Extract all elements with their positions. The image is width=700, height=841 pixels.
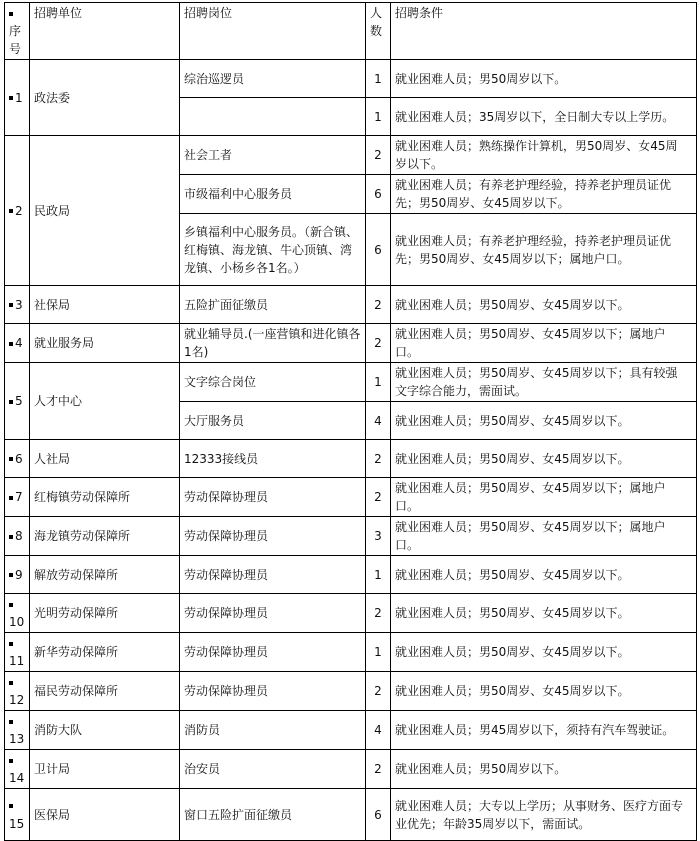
unit-cell [30, 711, 180, 750]
count-cell [366, 286, 391, 324]
requirements-cell [391, 324, 697, 363]
requirements-cell [391, 789, 697, 841]
position-cell [180, 517, 366, 556]
count-cell [366, 711, 391, 750]
list-marker [9, 496, 13, 500]
count-value: 2 [374, 451, 382, 466]
requirements-cell [391, 402, 697, 440]
requirements-text: 就业困难人员；男45周岁以下，须持有汽车驾驶证。 [395, 723, 675, 737]
position-name: 劳动保障协理员 [184, 645, 269, 659]
position-cell [180, 363, 366, 402]
position-name: 综治巡逻员 [184, 71, 245, 86]
table-row [5, 594, 697, 633]
table-row [5, 324, 697, 363]
position-cell [180, 750, 366, 789]
count-cell [366, 98, 391, 136]
row-number [5, 286, 30, 324]
requirements-cell [391, 60, 697, 98]
position-cell [180, 594, 366, 633]
row-number-text: 5 [15, 394, 23, 408]
row-number-text: 9 [15, 567, 23, 582]
count-value: 1 [374, 71, 382, 86]
unit-name: 就业服务局 [34, 336, 95, 350]
table-row [5, 136, 697, 175]
unit-name: 福民劳动保障所 [34, 684, 119, 698]
requirements-text: 就业困难人员；男50周岁、女45周岁以下；具有较强文字综合能力，需面试。 [395, 366, 678, 398]
position-cell [180, 478, 366, 517]
requirements-cell [391, 750, 697, 789]
position-name: 社会工者 [184, 148, 233, 162]
unit-cell [30, 517, 180, 556]
unit-cell [30, 324, 180, 363]
count-value: 2 [374, 148, 382, 162]
table-body [5, 60, 697, 841]
requirements-text: 就业困难人员；男50周岁、女45周岁以下；属地户口。 [395, 520, 666, 552]
requirements-cell [391, 672, 697, 711]
table-row [5, 789, 697, 841]
row-number-text: 8 [15, 529, 23, 543]
unit-name: 卫计局 [34, 762, 71, 776]
header-unit: 招聘单位 [30, 3, 180, 60]
position-cell [180, 789, 366, 841]
position-cell [180, 440, 366, 478]
list-marker [9, 209, 13, 213]
requirements-cell [391, 556, 697, 594]
position-name: 劳动保障协理员 [184, 606, 269, 620]
row-number-text: 7 [15, 490, 23, 504]
position-name: 消防员 [184, 723, 221, 737]
count-value: 4 [374, 723, 382, 737]
header-count: 人数 [366, 3, 391, 60]
row-number-text: 2 [15, 203, 23, 218]
unit-cell [30, 556, 180, 594]
count-value: 2 [374, 336, 382, 350]
table-row [5, 556, 697, 594]
requirements-text: 就业困难人员；有养老护理经验，持养老护理员证优先；男50周岁、女45周岁以下；属地户口。 [395, 233, 672, 266]
count-value: 2 [374, 762, 382, 776]
row-number [5, 60, 30, 136]
requirements-cell [391, 175, 697, 214]
unit-name: 医保局 [34, 807, 71, 822]
position-name: 12333接线员 [184, 451, 259, 466]
requirements-cell [391, 633, 697, 672]
position-name: 文字综合岗位 [184, 375, 257, 389]
row-number-text: 4 [15, 336, 23, 350]
row-number-text: 13 [9, 732, 25, 746]
row-number-text: 12 [9, 693, 25, 707]
position-name: 市级福利中心服务员 [184, 187, 293, 201]
unit-cell [30, 633, 180, 672]
count-cell [366, 136, 391, 175]
list-marker [9, 720, 13, 724]
table-header-row [5, 3, 697, 60]
unit-cell [30, 136, 180, 286]
position-cell [180, 672, 366, 711]
unit-name: 人才中心 [34, 394, 83, 408]
requirements-text: 就业困难人员；男50周岁、女45周岁以下。 [395, 684, 630, 698]
unit-cell [30, 478, 180, 517]
unit-cell [30, 789, 180, 841]
row-number-text: 10 [9, 615, 25, 629]
list-marker [9, 342, 13, 346]
count-value: 2 [374, 297, 382, 312]
count-value: 1 [374, 645, 382, 659]
requirements-text: 就业困难人员；男50周岁、女45周岁以下；属地户口。 [395, 327, 666, 359]
list-marker [9, 96, 13, 100]
list-marker [9, 759, 13, 763]
count-cell [366, 324, 391, 363]
unit-name: 新华劳动保障所 [34, 645, 119, 659]
table-row [5, 60, 697, 98]
row-number [5, 594, 30, 633]
requirements-text: 就业困难人员；大专以上学历；从事财务、医疗方面专业优先；年龄35周岁以下，需面试。 [395, 798, 684, 831]
requirements-text: 就业困难人员；男50周岁、女45周岁以下。 [395, 645, 630, 659]
row-number [5, 517, 30, 556]
count-cell [366, 175, 391, 214]
row-number [5, 324, 30, 363]
list-marker [9, 457, 13, 461]
table-row [5, 478, 697, 517]
count-value: 6 [374, 807, 382, 822]
requirements-text: 就业困难人员；男50周岁、女45周岁以下。 [395, 451, 630, 466]
position-cell [180, 402, 366, 440]
position-name: 窗口五险扩面征缴员 [184, 807, 293, 822]
position-cell [180, 98, 366, 136]
requirements-cell [391, 214, 697, 286]
header-requirements: 招聘条件 [391, 3, 697, 60]
position-name: 大厅服务员 [184, 413, 245, 428]
position-name: 劳动保障协理员 [184, 490, 269, 504]
position-cell [180, 711, 366, 750]
list-marker [9, 303, 13, 307]
row-number-text: 15 [9, 816, 25, 831]
header-position: 招聘岗位 [180, 3, 366, 60]
position-cell [180, 633, 366, 672]
requirements-cell [391, 136, 697, 175]
requirements-text: 就业困难人员；男50周岁、女45周岁以下。 [395, 567, 630, 582]
count-cell [366, 517, 391, 556]
count-value: 2 [374, 606, 382, 620]
count-cell [366, 440, 391, 478]
position-cell [180, 136, 366, 175]
list-marker [9, 642, 13, 646]
row-number-text: 1 [15, 90, 23, 105]
count-cell [366, 633, 391, 672]
table-row [5, 286, 697, 324]
count-cell [366, 478, 391, 517]
position-cell [180, 175, 366, 214]
list-marker [9, 681, 13, 685]
position-name: 就业辅导员.(一座营镇和进化镇各1名) [184, 327, 361, 359]
list-marker [9, 603, 13, 607]
requirements-cell [391, 478, 697, 517]
requirements-text: 就业困难人员；男50周岁、女45周岁以下。 [395, 606, 630, 620]
unit-name: 政法委 [34, 90, 71, 105]
count-value: 1 [374, 567, 382, 582]
requirements-text: 就业困难人员；有养老护理经验，持养老护理员证优先；男50周岁、女45周岁以下。 [395, 178, 672, 210]
unit-name: 解放劳动保障所 [34, 567, 119, 582]
row-number [5, 556, 30, 594]
table-row [5, 633, 697, 672]
requirements-cell [391, 286, 697, 324]
table-row [5, 363, 697, 402]
requirements-text: 就业困难人员；熟练操作计算机，男50周岁、女45周岁以下。 [395, 139, 678, 171]
row-number-text: 6 [15, 451, 23, 466]
header-no: 序号 [5, 3, 30, 60]
row-number [5, 711, 30, 750]
count-cell [366, 214, 391, 286]
position-name: 劳动保障协理员 [184, 529, 269, 543]
position-cell [180, 60, 366, 98]
unit-cell [30, 286, 180, 324]
requirements-text: 就业困难人员；男50周岁、女45周岁以下。 [395, 297, 630, 312]
count-value: 2 [374, 684, 382, 698]
row-number [5, 478, 30, 517]
row-number [5, 440, 30, 478]
count-value: 2 [374, 490, 382, 504]
unit-cell [30, 60, 180, 136]
requirements-cell [391, 711, 697, 750]
row-number [5, 136, 30, 286]
row-number [5, 672, 30, 711]
recruitment-table [4, 2, 697, 841]
list-marker [9, 400, 13, 404]
position-name: 乡镇福利中心服务员。（新合镇、红梅镇、海龙镇、牛心顶镇、湾龙镇、小杨乡各1名。） [184, 224, 359, 275]
count-value: 6 [374, 242, 382, 257]
unit-cell [30, 594, 180, 633]
unit-name: 红梅镇劳动保障所 [34, 490, 131, 504]
list-marker [9, 535, 13, 539]
count-cell [366, 363, 391, 402]
requirements-text: 就业困难人员；男50周岁以下。 [395, 762, 567, 776]
position-name: 五险扩面征缴员 [184, 297, 269, 312]
row-number-text: 14 [9, 771, 25, 785]
requirements-text: 就业困难人员；男50周岁、女45周岁以下；属地户口。 [395, 481, 666, 513]
unit-name: 海龙镇劳动保障所 [34, 529, 131, 543]
requirements-cell [391, 363, 697, 402]
count-cell [366, 750, 391, 789]
unit-name: 民政局 [34, 203, 71, 218]
count-cell [366, 402, 391, 440]
position-name: 劳动保障协理员 [184, 567, 269, 582]
count-value: 3 [374, 529, 382, 543]
row-number-text: 3 [15, 297, 23, 312]
unit-name: 社保局 [34, 297, 71, 312]
list-marker [9, 573, 13, 577]
table-row [5, 440, 697, 478]
count-cell [366, 789, 391, 841]
unit-name: 消防大队 [34, 723, 83, 737]
unit-cell [30, 363, 180, 440]
list-marker [9, 804, 13, 808]
requirements-cell [391, 594, 697, 633]
position-name: 治安员 [184, 762, 221, 776]
count-cell [366, 594, 391, 633]
row-number [5, 633, 30, 672]
position-name: 劳动保障协理员 [184, 684, 269, 698]
requirements-cell [391, 98, 697, 136]
unit-cell [30, 440, 180, 478]
count-cell [366, 556, 391, 594]
table-row [5, 517, 697, 556]
table-row [5, 750, 697, 789]
count-value: 1 [374, 375, 382, 389]
position-cell [180, 556, 366, 594]
requirements-cell [391, 440, 697, 478]
count-cell [366, 60, 391, 98]
row-number [5, 363, 30, 440]
requirements-cell [391, 517, 697, 556]
position-cell [180, 286, 366, 324]
table-row [5, 711, 697, 750]
table-row [5, 672, 697, 711]
requirements-text: 就业困难人员；35周岁以下，全日制大专以上学历。 [395, 109, 675, 124]
unit-cell [30, 672, 180, 711]
unit-cell [30, 750, 180, 789]
row-number [5, 789, 30, 841]
count-value: 6 [374, 187, 382, 201]
count-cell [366, 672, 391, 711]
position-cell [180, 324, 366, 363]
position-cell [180, 214, 366, 286]
row-number [5, 750, 30, 789]
count-value: 1 [374, 109, 382, 124]
unit-name: 光明劳动保障所 [34, 606, 119, 620]
requirements-text: 就业困难人员；男50周岁以下。 [395, 71, 567, 86]
unit-name: 人社局 [34, 451, 71, 466]
count-value: 4 [374, 413, 382, 428]
row-number-text: 11 [9, 654, 25, 668]
requirements-text: 就业困难人员；男50周岁、女45周岁以下。 [395, 413, 630, 428]
